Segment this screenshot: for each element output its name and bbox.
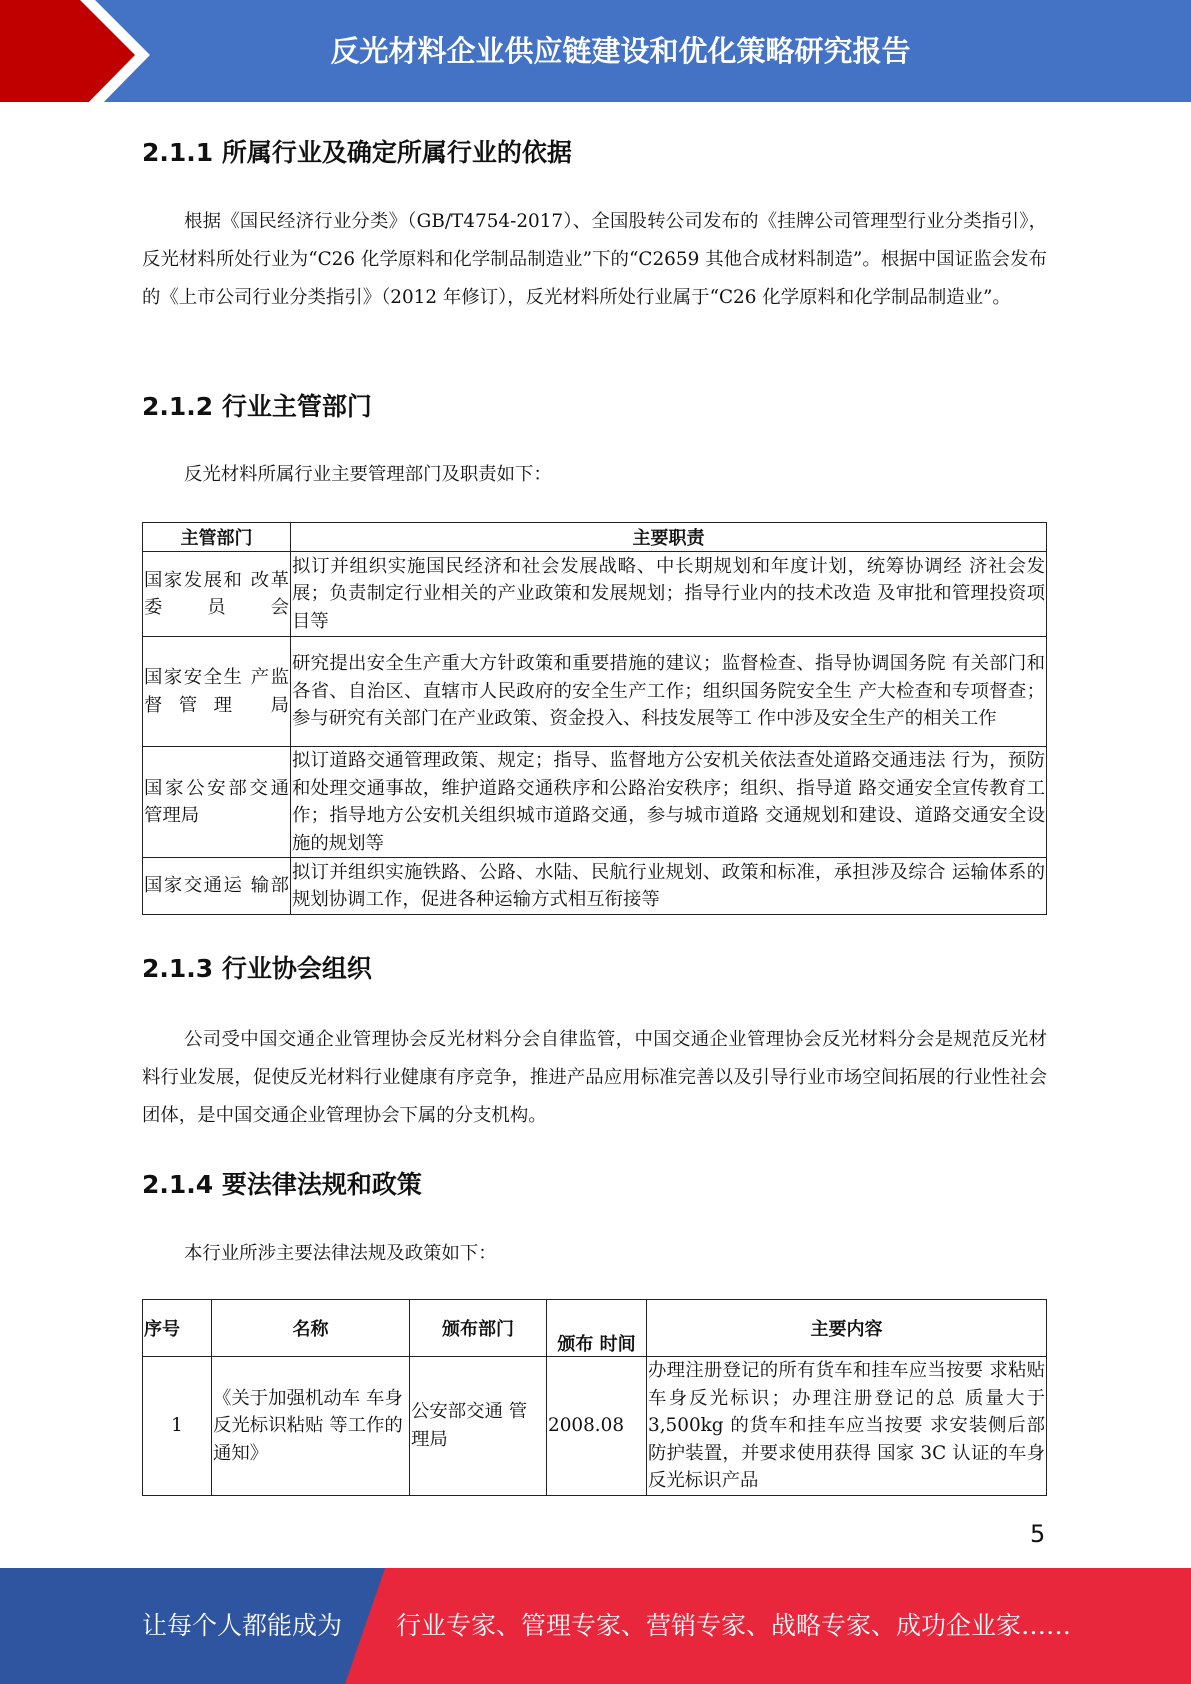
dept-cell: 国家安全生 产监督管理 局 — [143, 637, 291, 747]
column-header: 颁布 时间 — [547, 1300, 647, 1357]
row-number: 1 — [143, 1357, 212, 1496]
duty-cell: 拟订并组织实施铁路、公路、水陆、民航行业规划、政策和标准，承担涉及综合 运输体系的规划协调工作，促进各种运输方式相互衔接等 — [291, 858, 1047, 915]
law-name: 《关于加强机动车 车身反光标识粘贴 等工作的通知》 — [212, 1357, 410, 1496]
section-paragraph-2-1-1: 根据《国民经济行业分类》（GB/T4754-2017）、全国股转公司发布的《挂牌公司管理型行业分类指引》，反光材料所处行业为“C26 化学原料和化学制品制造业”下的“C2659 其他合成材料制造”。根据中国证监会发布的《上市公司行业分类指引》（2012 年修订），反光材料所处行业属于“C26 化学原料和化学制品制造业”。 — [142, 211, 1047, 308]
page-footer — [0, 1568, 1191, 1684]
law-table — [142, 1299, 1047, 1496]
table-row — [143, 1357, 1047, 1496]
column-header: 名称 — [212, 1300, 410, 1357]
section-paragraph-2-1-4: 本行业所涉主要法律法规及政策如下： — [184, 1243, 497, 1264]
page-header — [0, 0, 1191, 111]
dept-cell: 国家公安部交通管理局 — [143, 747, 291, 858]
department-table — [142, 522, 1047, 915]
column-header: 序号 — [143, 1300, 212, 1357]
page-number: 5 — [1030, 1520, 1046, 1548]
section-heading-2-1-2: 2.1.2 行业主管部门 — [142, 392, 372, 421]
table-row — [143, 552, 1047, 637]
section-heading-2-1-4: 2.1.4 要法律法规和政策 — [142, 1170, 422, 1199]
section-paragraph-2-1-3: 公司受中国交通企业管理协会反光材料分会自律监管，中国交通企业管理协会反光材料分会是规范反光材料行业发展，促使反光材料行业健康有序竞争，推进产品应用标准完善以及引导行业市场空间拓展的行业性社会团体，是中国交通企业管理协会下属的分支机构。 — [142, 1029, 1047, 1126]
section-heading-2-1-1: 2.1.1 所属行业及确定所属行业的依据 — [142, 138, 572, 167]
table-row — [143, 637, 1047, 747]
table-header-row — [143, 523, 1047, 552]
duty-cell: 拟订道路交通管理政策、规定；指导、监督地方公安机关依法查处道路交通违法 行为，预防和处理交通事故，维护道路交通秩序和公路治安秩序；组织、指导道 路交通安全宣传教育工作；指导地方公安机关组织城市道路交通，参与城市道路 交通规划和建设、道路交通安全设施的规划等 — [291, 747, 1047, 858]
column-header: 主要内容 — [647, 1300, 1047, 1357]
section-paragraph-2-1-2: 反光材料所属行业主要管理部门及职责如下： — [184, 464, 552, 485]
column-header: 主要职责 — [291, 523, 1047, 552]
law-content: 办理注册登记的所有货车和挂车应当按要 求粘贴车身反光标识；办理注册登记的总 质量大于 3,500kg 的货车和挂车应当按要 求安装侧后部防护装置，并要求使用获得 国家 3C 认证的车身反光标识产品 — [647, 1357, 1047, 1496]
table-row — [143, 747, 1047, 858]
report-title: 反光材料企业供应链建设和优化策略研究报告 — [330, 34, 911, 68]
footer-slogan-right: 行业专家、管理专家、营销专家、战略专家、成功企业家…… — [396, 1611, 1072, 1640]
section-heading-2-1-3: 2.1.3 行业协会组织 — [142, 954, 372, 983]
dept-cell: 国家发展和 改革委员会 — [143, 552, 291, 637]
issuing-dept: 公安部交通 管理局 — [410, 1357, 547, 1496]
dept-cell: 国家交通运 输部 — [143, 858, 291, 915]
column-header: 主管部门 — [143, 523, 291, 552]
footer-slogan-left: 让每个人都能成为 — [142, 1611, 343, 1640]
issue-date: 2008.08 — [547, 1357, 647, 1496]
table-row — [143, 858, 1047, 915]
duty-cell: 研究提出安全生产重大方针政策和重要措施的建议；监督检查、指导协调国务院 有关部门和各省、自治区、直辖市人民政府的安全生产工作；组织国务院安全生 产大检查和专项督查；参与研究有关部门在产业政策、资金投入、科技发展等工 作中涉及安全生产的相关工作 — [291, 637, 1047, 747]
column-header: 颁布部门 — [410, 1300, 547, 1357]
duty-cell: 拟订并组织实施国民经济和社会发展战略、中长期规划和年度计划，统筹协调经 济社会发展；负责制定行业相关的产业政策和发展规划；指导行业内的技术改造 及审批和管理投资项目等 — [291, 552, 1047, 637]
table-header-row — [143, 1300, 1047, 1357]
